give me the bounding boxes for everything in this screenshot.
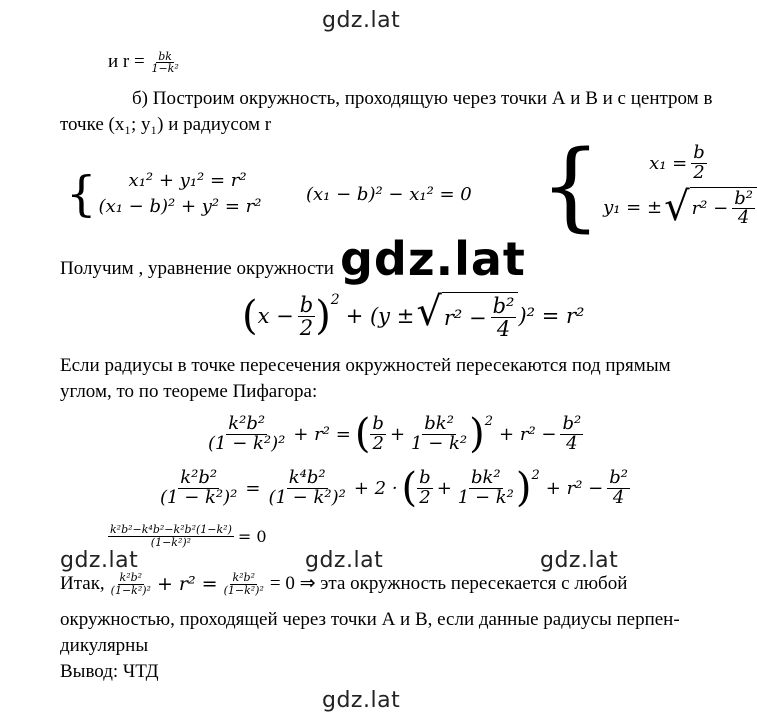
eq2-k4: k⁴b² <box>288 466 326 488</box>
circle-plus-y: + (y ± <box>345 304 415 329</box>
system-2 <box>540 130 757 242</box>
circle-sqrt <box>416 289 518 342</box>
system-2-b2-num: b² <box>734 187 753 209</box>
eq2-square: 2 <box>531 468 540 483</box>
eq1-tail: + r² − <box>499 423 557 445</box>
eq2-den2: (1 − k²)² <box>268 486 346 508</box>
eq2-frac-b24 <box>607 466 630 508</box>
system-2-x1-frac <box>691 141 707 183</box>
eq1-4: 4 <box>566 432 578 454</box>
system-2-x1 <box>603 141 757 183</box>
eq2-den: (1 − k²)² <box>160 486 238 508</box>
pyth-line1: Если радиусы в точке пересечения окружностей пересекаются под прямым <box>60 355 671 376</box>
get-equation-text: Получим , уравнение окружности <box>60 258 334 279</box>
circle-equation <box>242 289 585 342</box>
itak-label: Итак, <box>60 573 105 595</box>
eq2-4: 4 <box>612 486 625 508</box>
eq1-frac1 <box>206 412 287 454</box>
eq3-den: (1−k²)² <box>150 535 192 549</box>
watermark-right: gdz.lat <box>540 548 619 573</box>
eq2-plus: + <box>436 477 452 499</box>
itak-frac1 <box>109 572 153 596</box>
itak-den2: (1−k²)² <box>223 583 264 597</box>
part-b-line1: б) Построим окружность, проходящую через точки А и В и с центром в <box>132 88 713 109</box>
circle-b2-frac <box>298 294 315 339</box>
circle-x-minus: x − <box>257 304 294 329</box>
eq2-frac1 <box>158 466 239 508</box>
eq1-plus: + <box>389 423 406 445</box>
eq1-frac-b2 <box>370 412 386 454</box>
eq3-num: k²b²−k⁴b²−k²b²(1−k²) <box>110 523 232 536</box>
conclusion-line2: дикулярны <box>60 635 149 656</box>
r-prefix: и r = <box>108 51 145 72</box>
system-2-b2-frac <box>732 187 755 229</box>
watermark-top: gdz.lat <box>322 8 401 33</box>
eq1-num: k²b² <box>228 412 266 434</box>
eq2-num: k²b² <box>180 466 218 488</box>
system-2-brace: { <box>540 130 602 242</box>
eq2-frac-b2 <box>417 466 433 508</box>
circle-b2-num: b² <box>492 294 515 318</box>
eq1-paren-left: ( <box>354 411 371 457</box>
itak-den1: (1−k²)² <box>110 583 151 597</box>
system-2-r2: r² − <box>691 198 729 220</box>
r-num: bk <box>158 49 172 63</box>
eq3-tail: = 0 <box>237 526 267 546</box>
system-1-brace: { <box>66 166 97 222</box>
system-2-y1 <box>603 183 757 230</box>
system-2-x1-den: 2 <box>693 161 705 183</box>
eq2-paren-right: ) <box>515 465 532 511</box>
system-2-x1-num: b <box>693 141 705 163</box>
sqrt-icon: √ <box>664 183 690 230</box>
system-2-y1-label: y₁ = ± <box>603 196 663 218</box>
circle-4-den: 4 <box>496 317 511 342</box>
eq1-2: 2 <box>372 432 384 454</box>
r-definition <box>108 50 181 75</box>
system-2-sqrt-content <box>690 187 757 229</box>
eq2-equals: = <box>245 477 261 499</box>
system-1 <box>66 168 261 220</box>
eq1-bk2: bk² <box>424 412 454 434</box>
watermark-mid: gdz.lat <box>305 548 384 573</box>
part-b-line2: точке (x₁; y₁) и радиусом r <box>60 114 272 135</box>
pyth-line2: углом, то по теореме Пифагора: <box>60 381 318 402</box>
eq3-frac <box>108 524 234 548</box>
eq1-b: b <box>372 412 384 434</box>
eq1-1mk2: 1 − k² <box>411 432 468 454</box>
system-1-eq1: x₁² + y₁² = r² <box>128 170 247 191</box>
eq2-frac-bk2 <box>456 466 516 508</box>
eq2-b: b <box>419 466 431 488</box>
eq1-frac-bk2 <box>409 412 469 454</box>
eq1-square: 2 <box>484 414 494 429</box>
circle-end: )² = r² <box>518 304 585 329</box>
system-2-sqrt <box>664 183 757 230</box>
circle-square: 2 <box>330 292 340 308</box>
conclusion-line1: окружностью, проходящей через точки А и В, если данные радиусы перпен- <box>60 609 680 630</box>
paren-right: ) <box>315 293 331 340</box>
watermark-left: gdz.lat <box>60 548 139 573</box>
eq2-2: 2 <box>419 486 431 508</box>
eq2-frac2 <box>266 466 347 508</box>
eq2-1mk2: 1 − k² <box>457 486 514 508</box>
itak-mid: + r² = <box>156 573 218 596</box>
r-fraction <box>149 51 180 75</box>
sqrt-icon: √ <box>416 289 442 335</box>
system-2-b2-den: 4 <box>737 207 750 229</box>
r-den: 1−k² <box>151 62 179 76</box>
equation-2 <box>158 465 630 511</box>
watermark-bottom: gdz.lat <box>322 688 401 713</box>
circle-sqrt-content <box>442 292 519 340</box>
itak-frac2 <box>222 572 266 596</box>
eq1-b2: b² <box>562 412 582 434</box>
itak-line <box>60 572 627 596</box>
eq1-den: (1 − k²)² <box>208 432 286 454</box>
system-1-eq2: (x₁ − b)² + y² = r² <box>98 196 262 217</box>
itak-tail: = 0 ⇒ эта окружность пересекается с любой <box>269 573 628 595</box>
itak-num1: k²b² <box>119 571 143 584</box>
equation-3 <box>108 524 267 548</box>
eq1-frac-b24 <box>560 412 583 454</box>
watermark-center: gdz.lat <box>340 232 526 286</box>
eq2-b2: b² <box>609 466 628 488</box>
eq2-paren-left: ( <box>401 465 418 511</box>
circle-2-den: 2 <box>299 315 314 340</box>
mid-equation: (x₁ − b)² − x₁² = 0 <box>306 184 472 205</box>
circle-r2: r² − <box>443 305 487 330</box>
equation-1 <box>206 411 583 457</box>
circle-b-num: b <box>299 292 314 317</box>
system-2-x1-label: x₁ = <box>649 152 688 174</box>
eq2-bk2: bk² <box>471 466 501 488</box>
eq2-plus-2: + 2 · <box>353 477 398 499</box>
eq2-tail: + r² − <box>545 477 604 499</box>
circle-b24-frac <box>491 295 517 340</box>
itak-num2: k²b² <box>232 571 255 584</box>
conclusion-vyvod: Вывод: ЧТД <box>60 661 159 682</box>
paren-left: ( <box>242 293 258 340</box>
eq1-plus-r2: + r² = <box>293 423 351 445</box>
eq1-paren-right: ) <box>469 411 485 457</box>
